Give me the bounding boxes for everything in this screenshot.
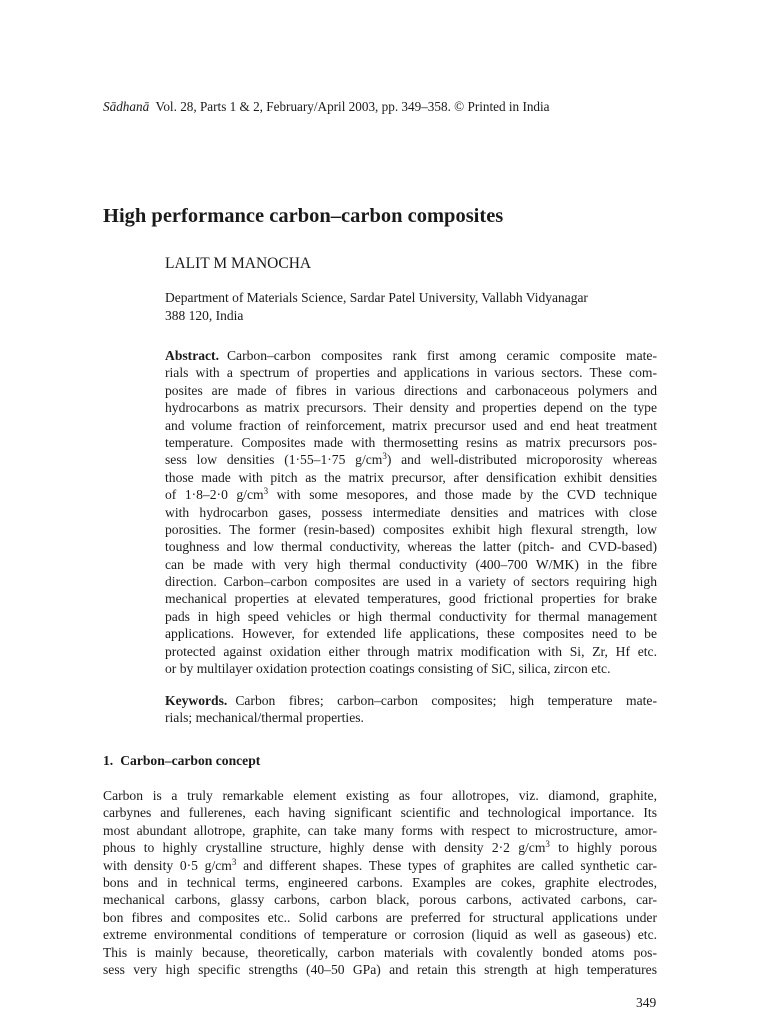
abstract-line: pads in high speed vehicles or high thermal conductivity for thermal management: [165, 608, 657, 624]
keywords-line: rials; mechanical/thermal properties.: [165, 710, 364, 726]
abstract-line: direction. Carbon–carbon composites are used in a variety of sectors requiring high: [165, 574, 657, 590]
abstract-line: porosities. The former (resin-based) composites exhibit high flexural strength, low: [165, 521, 657, 537]
body-line: This is mainly because, theoretically, carbon materials with covalently bonded atoms pos-: [103, 944, 657, 960]
keywords-line: Keywords. Carbon fibres; carbon–carbon composites; high temperature mate-: [165, 693, 657, 708]
abstract-line: rials with a spectrum of properties and applications in various sectors. These com-: [165, 365, 657, 381]
keywords: [165, 692, 657, 727]
abstract-line: toughness and low thermal conductivity, whereas the latter (pitch- and CVD-based): [165, 539, 657, 555]
section-number: 1.: [103, 753, 114, 768]
superscript: 3: [263, 486, 269, 497]
body-line: extreme environmental conditions of temperature or corrosion (liquid as well as gaseous) etc.: [103, 927, 657, 943]
paper-title: High performance carbon–carbon composites: [103, 205, 504, 227]
abstract-line: and volume fraction of reinforcement, matrix precursor used and end heat treatment: [165, 417, 657, 433]
section-title: Carbon–carbon concept: [120, 753, 261, 768]
section-body: [103, 787, 657, 978]
abstract-line: hydrocarbons as matrix precursors. Their density and properties depend on the type: [165, 400, 657, 416]
page-number: 349: [636, 995, 657, 1010]
abstract-line: sess low densities (1·55–1·75 $g/cm^3$) and well-distributed microporosity whereas: [165, 451, 657, 468]
abstract: [165, 347, 657, 677]
abstract-line: temperature. Composites made with thermosetting resins as matrix precursors pos-: [165, 434, 657, 450]
abstract-line: can be made with very high thermal conductivity (400–700 W/MK) in the fibre: [165, 556, 657, 572]
keywords-label: Keywords.: [165, 693, 228, 708]
body-line: most abundant allotrope, graphite, can take many forms with respect to microstructure, amor-: [103, 822, 657, 838]
abstract-line: of 1·8–2·0 $g/cm^3$ with some mesopores, and those made by the CVD technique: [165, 486, 658, 503]
citation-info: Vol. 28, Parts 1 & 2, February/April 2003, pp. 349–358. © Printed in India: [155, 99, 550, 114]
body-line: carbynes and fullerenes, each having significant scientific and technological importance. Its: [103, 805, 657, 821]
abstract-line: protected against oxidation either through matrix modification with Si, Zr, Hf etc.: [165, 643, 657, 659]
body-line: bons and in technical terms, engineered carbons. Examples are cokes, graphite electrodes,: [103, 874, 657, 890]
body-line: Carbon is a truly remarkable element existing as four allotropes, viz. diamond, graphite,: [103, 788, 657, 803]
superscript: 3: [231, 856, 237, 867]
running-header: [103, 98, 550, 116]
body-line: bon fibres and composites etc.. Solid carbons are preferred for structural applications under: [103, 909, 657, 925]
abstract-line: posites are made of fibres in various directions and carbonaceous polymers and: [165, 382, 657, 398]
body-line: with density 0·5 $g/cm^3$ and different shapes. These types of graphites are called synthetic car-: [103, 856, 658, 873]
abstract-line: or by multilayer oxidation protection coatings consisting of SiC, silica, zircon etc.: [165, 661, 611, 677]
journal-name: Sādhanā: [103, 99, 150, 114]
superscript: 3: [545, 839, 550, 850]
abstract-line: Abstract. Carbon–carbon composites rank first among ceramic composite mate-: [165, 348, 657, 363]
abstract-line: those made with pitch as the matrix precursor, after densification exhibit densities: [165, 469, 657, 485]
author-affiliation: [165, 289, 655, 325]
body-line: sess very high specific strengths (40–50 GPa) and retain this strength at high temperatures: [103, 961, 657, 977]
body-line: mechanical carbons, glassy carbons, carbon black, porous carbons, activated carbons, car-: [103, 892, 657, 908]
abstract-line: with hydrocarbon gases, possess intermediate densities and matrices with close: [165, 504, 657, 520]
affiliation-line: Department of Materials Science, Sardar Patel University, Vallabh Vidyanagar: [165, 290, 588, 305]
section-heading: [103, 752, 260, 770]
abstract-line: applications. However, for extended life applications, these composites need to be: [165, 626, 657, 642]
abstract-line: mechanical properties at elevated temperatures, good frictional properties for brake: [165, 591, 657, 607]
body-line: phous to highly crystalline structure, highly dense with density 2·2 $g/cm^3$ to highly porous: [103, 839, 658, 856]
abstract-label: Abstract.: [165, 348, 219, 363]
affiliation-line: 388 120, India: [165, 308, 244, 323]
superscript: 3: [382, 451, 387, 462]
author-name: LALIT M MANOCHA: [165, 255, 312, 272]
